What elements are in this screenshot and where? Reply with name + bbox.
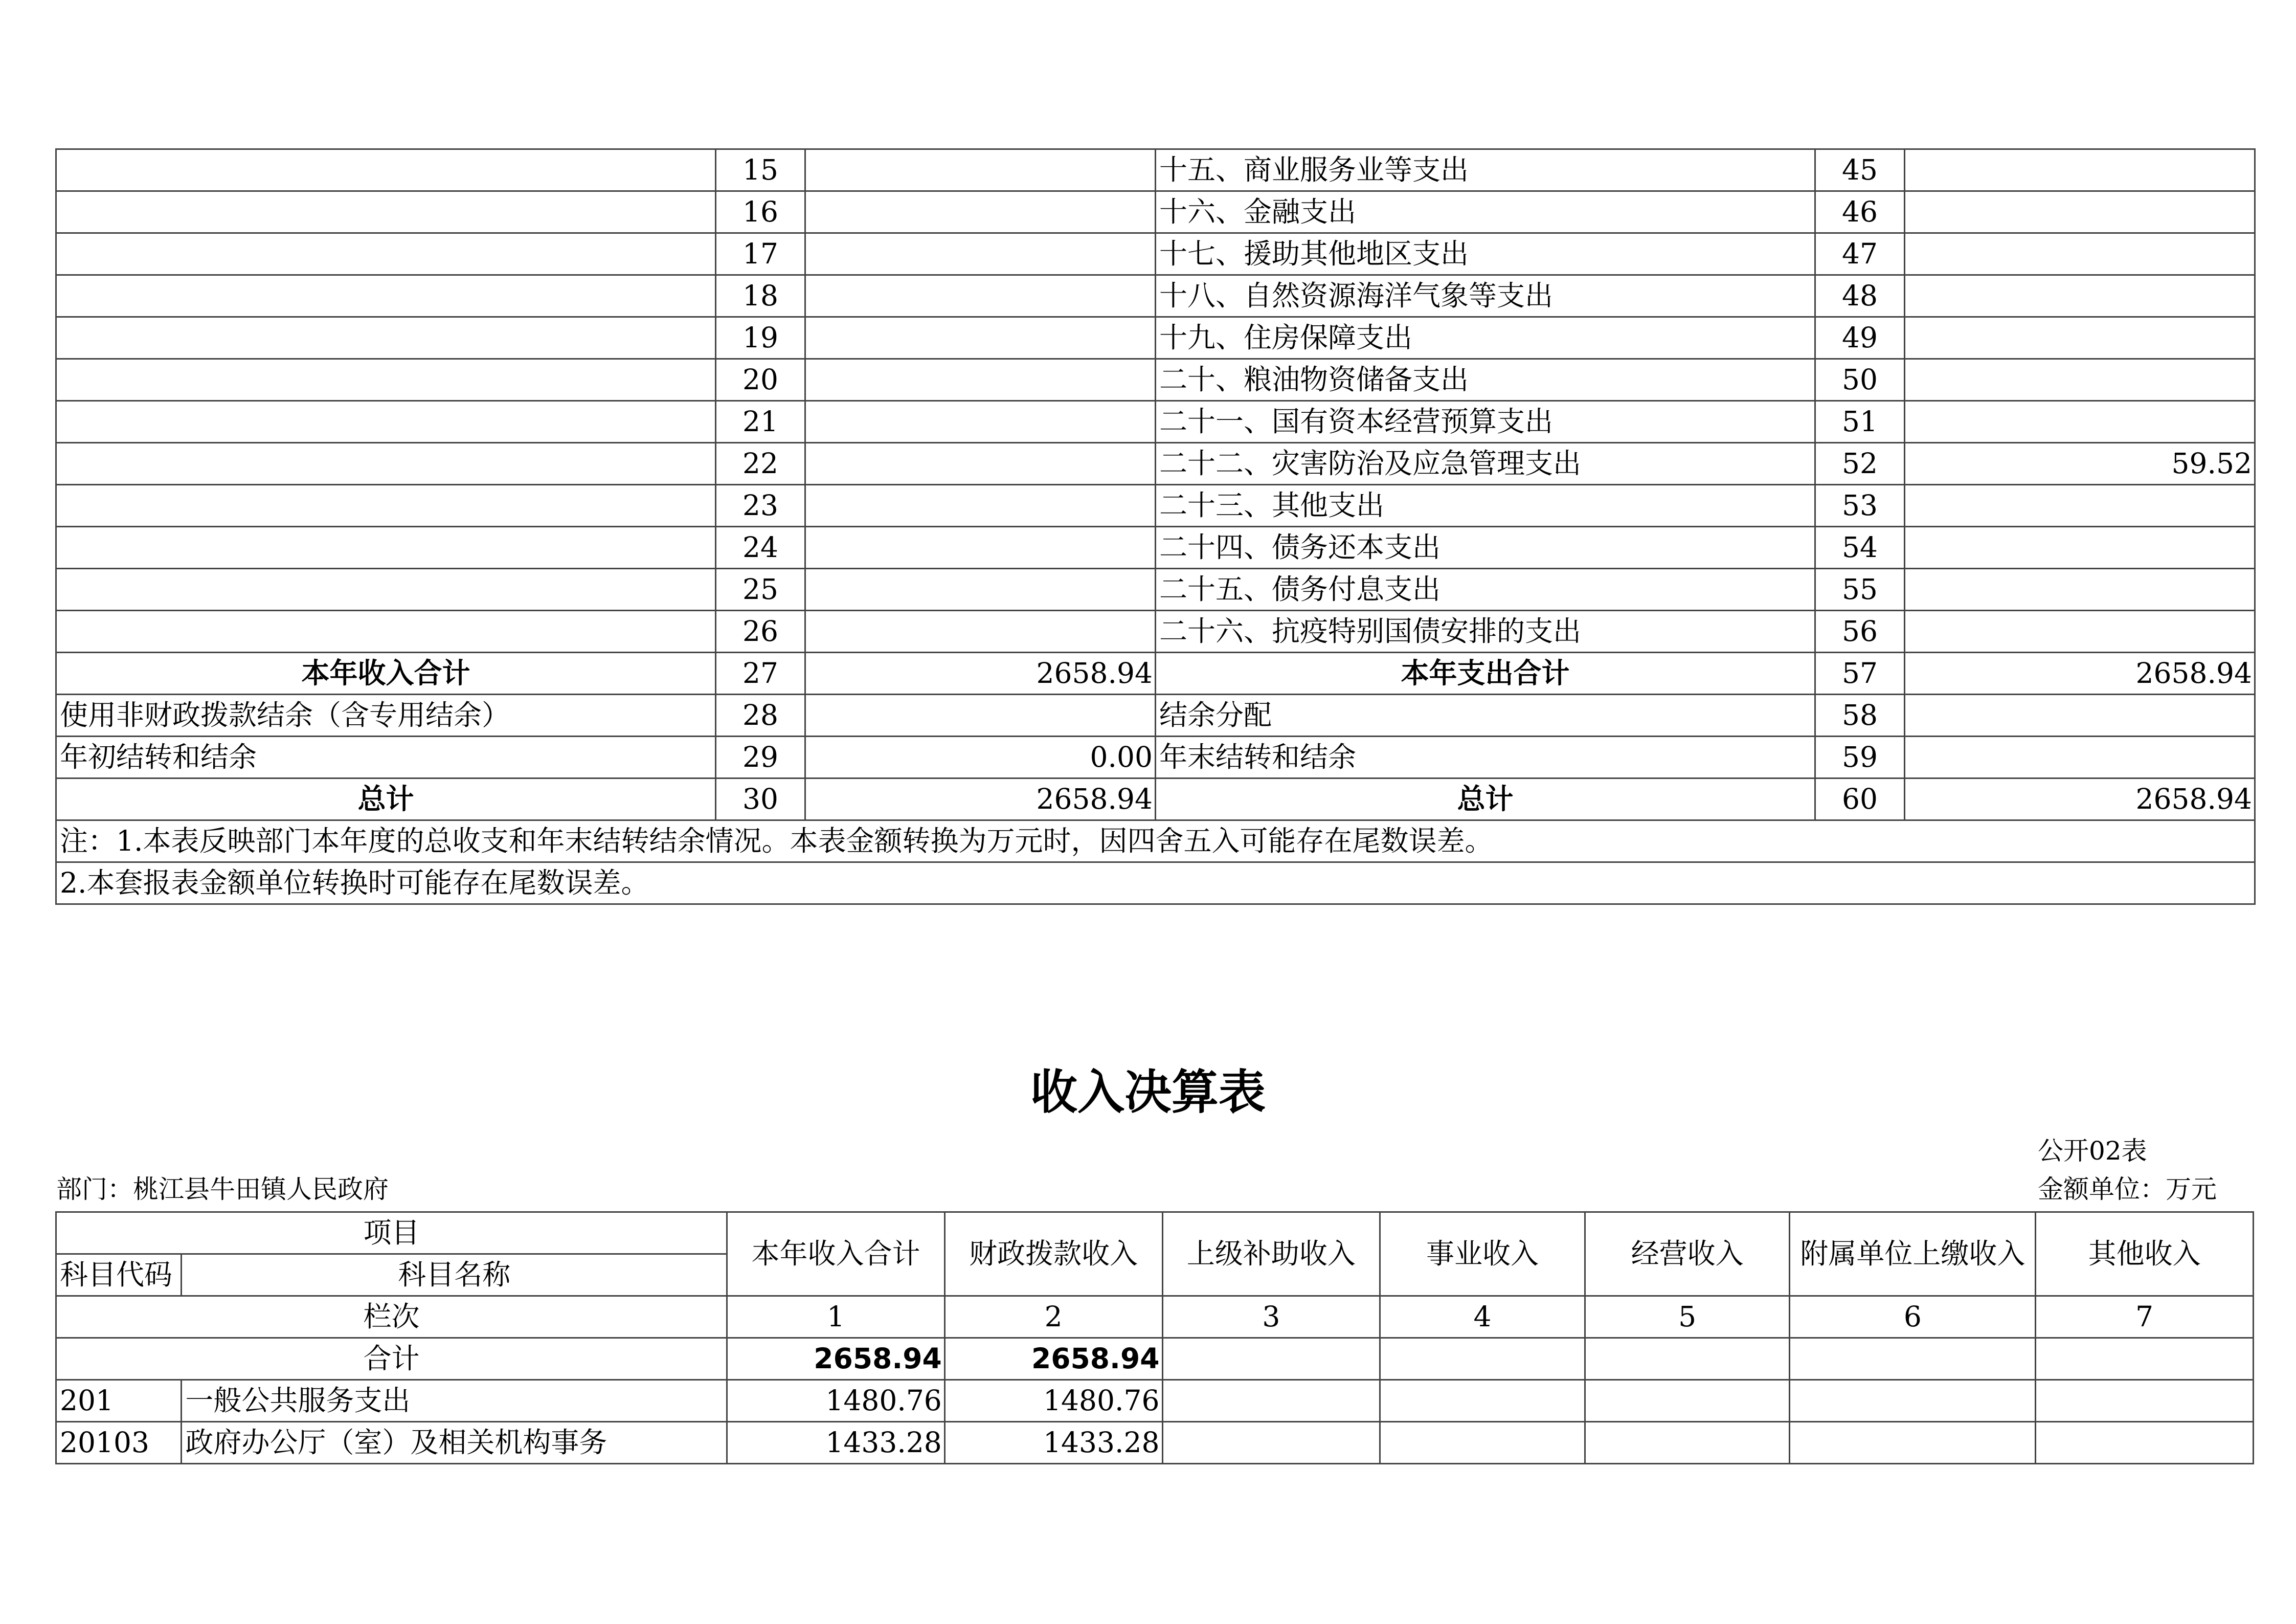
expense-amount xyxy=(1905,149,2255,191)
expense-item-label: 二十一、国有资本经营预算支出 xyxy=(1156,401,1815,443)
income-line-no: 28 xyxy=(716,695,805,737)
header-item: 项目 xyxy=(56,1212,727,1254)
expense-item-label: 二十五、债务付息支出 xyxy=(1156,569,1815,611)
income-amount xyxy=(805,191,1156,233)
income-value xyxy=(2036,1422,2254,1464)
expense-line-no: 60 xyxy=(1815,778,1905,820)
expense-item-label: 二十、粮油物资储备支出 xyxy=(1156,359,1815,401)
expense-amount xyxy=(1905,695,2255,737)
income-item-label xyxy=(56,317,716,359)
income-item-label xyxy=(56,191,716,233)
income-amount xyxy=(805,401,1156,443)
summary-row xyxy=(56,443,2255,485)
col-index-label: 栏次 xyxy=(56,1296,727,1338)
income-value xyxy=(1585,1380,1790,1422)
income-item-label xyxy=(56,443,716,485)
note-text: 注：1.本表反映部门本年度的总收支和年末结转结余情况。本表金额转换为万元时，因四舍五入可能存在尾数误差。 xyxy=(56,820,2255,862)
page-title: 收入决算表 xyxy=(1030,1065,1266,1120)
income-table xyxy=(55,1211,2254,1464)
total-label: 合计 xyxy=(56,1338,727,1380)
expense-line-no: 50 xyxy=(1815,359,1905,401)
summary-row xyxy=(56,149,2255,191)
income-item-label xyxy=(56,569,716,611)
summary-row xyxy=(56,737,2255,778)
expense-line-no: 48 xyxy=(1815,275,1905,317)
summary-table xyxy=(55,148,2256,905)
col-index: 3 xyxy=(1162,1296,1380,1338)
expense-line-no: 59 xyxy=(1815,737,1905,778)
summary-row xyxy=(56,191,2255,233)
income-line-no: 30 xyxy=(716,778,805,820)
summary-row xyxy=(56,569,2255,611)
summary-row xyxy=(56,275,2255,317)
income-item-label xyxy=(56,359,716,401)
income-value xyxy=(1162,1380,1380,1422)
header-col: 本年收入合计 xyxy=(727,1212,945,1296)
expense-item-label: 十五、商业服务业等支出 xyxy=(1156,149,1815,191)
expense-item-label: 十九、住房保障支出 xyxy=(1156,317,1815,359)
income-line-no: 16 xyxy=(716,191,805,233)
income-line-no: 26 xyxy=(716,611,805,653)
income-amount xyxy=(805,317,1156,359)
income-value xyxy=(1162,1422,1380,1464)
expense-line-no: 53 xyxy=(1815,485,1905,527)
income-item-label xyxy=(56,149,716,191)
income-item-label xyxy=(56,233,716,275)
summary-row xyxy=(56,653,2255,695)
income-row xyxy=(56,1380,2254,1422)
header-col: 财政拨款收入 xyxy=(944,1212,1162,1296)
note-row xyxy=(56,862,2255,904)
department-label: 部门：桃江县牛田镇人民政府 xyxy=(56,1174,389,1204)
income-value xyxy=(2036,1380,2254,1422)
note-text: 2.本套报表金额单位转换时可能存在尾数误差。 xyxy=(56,862,2255,904)
expense-line-no: 49 xyxy=(1815,317,1905,359)
income-value: 1480.76 xyxy=(727,1380,945,1422)
summary-row xyxy=(56,778,2255,820)
income-value xyxy=(1790,1422,2036,1464)
expense-item-label: 年末结转和结余 xyxy=(1156,737,1815,778)
header-name: 科目名称 xyxy=(182,1254,727,1296)
note-row xyxy=(56,820,2255,862)
col-index: 2 xyxy=(944,1296,1162,1338)
income-amount xyxy=(805,443,1156,485)
total-value xyxy=(1585,1338,1790,1380)
income-amount: 2658.94 xyxy=(805,653,1156,695)
header-col: 上级补助收入 xyxy=(1162,1212,1380,1296)
summary-row xyxy=(56,485,2255,527)
expense-amount xyxy=(1905,611,2255,653)
summary-row xyxy=(56,317,2255,359)
expense-item-label: 二十六、抗疫特别国债安排的支出 xyxy=(1156,611,1815,653)
expense-line-no: 45 xyxy=(1815,149,1905,191)
total-value: 2658.94 xyxy=(944,1338,1162,1380)
col-index: 5 xyxy=(1585,1296,1790,1338)
expense-amount xyxy=(1905,275,2255,317)
col-index: 1 xyxy=(727,1296,945,1338)
total-value xyxy=(1380,1338,1585,1380)
unit-label: 金额单位：万元 xyxy=(2038,1174,2217,1204)
income-item-label xyxy=(56,485,716,527)
income-amount: 0.00 xyxy=(805,737,1156,778)
header-col: 事业收入 xyxy=(1380,1212,1585,1296)
income-value: 1480.76 xyxy=(944,1380,1162,1422)
expense-amount xyxy=(1905,191,2255,233)
summary-row xyxy=(56,233,2255,275)
summary-row xyxy=(56,695,2255,737)
header-col: 附属单位上缴收入 xyxy=(1790,1212,2036,1296)
expense-amount xyxy=(1905,527,2255,569)
summary-row xyxy=(56,359,2255,401)
form-number: 公开02表 xyxy=(2038,1136,2147,1166)
income-amount: 2658.94 xyxy=(805,778,1156,820)
expense-item-label: 十八、自然资源海洋气象等支出 xyxy=(1156,275,1815,317)
income-line-no: 27 xyxy=(716,653,805,695)
summary-row xyxy=(56,611,2255,653)
expense-item-label: 十六、金融支出 xyxy=(1156,191,1815,233)
subject-code: 201 xyxy=(56,1380,182,1422)
header-code: 科目代码 xyxy=(56,1254,182,1296)
subject-name: 一般公共服务支出 xyxy=(182,1380,727,1422)
income-item-label: 总计 xyxy=(56,778,716,820)
expense-item-label: 十七、援助其他地区支出 xyxy=(1156,233,1815,275)
income-item-label: 本年收入合计 xyxy=(56,653,716,695)
income-line-no: 20 xyxy=(716,359,805,401)
income-amount xyxy=(805,275,1156,317)
header-row xyxy=(56,1212,2254,1254)
income-item-label xyxy=(56,275,716,317)
income-value: 1433.28 xyxy=(944,1422,1162,1464)
total-value xyxy=(1162,1338,1380,1380)
header-col: 其他收入 xyxy=(2036,1212,2254,1296)
summary-row xyxy=(56,527,2255,569)
subject-name: 政府办公厅（室）及相关机构事务 xyxy=(182,1422,727,1464)
income-line-no: 17 xyxy=(716,233,805,275)
total-row xyxy=(56,1338,2254,1380)
total-value xyxy=(2036,1338,2254,1380)
income-item-label: 年初结转和结余 xyxy=(56,737,716,778)
summary-row xyxy=(56,401,2255,443)
income-line-no: 24 xyxy=(716,527,805,569)
income-value: 1433.28 xyxy=(727,1422,945,1464)
income-row xyxy=(56,1422,2254,1464)
expense-amount xyxy=(1905,569,2255,611)
expense-line-no: 52 xyxy=(1815,443,1905,485)
expense-line-no: 47 xyxy=(1815,233,1905,275)
expense-line-no: 58 xyxy=(1815,695,1905,737)
income-item-label: 使用非财政拨款结余（含专用结余） xyxy=(56,695,716,737)
expense-amount: 2658.94 xyxy=(1905,778,2255,820)
income-line-no: 23 xyxy=(716,485,805,527)
expense-line-no: 55 xyxy=(1815,569,1905,611)
expense-amount xyxy=(1905,485,2255,527)
total-value: 2658.94 xyxy=(727,1338,945,1380)
expense-amount xyxy=(1905,233,2255,275)
expense-item-label: 二十三、其他支出 xyxy=(1156,485,1815,527)
income-amount xyxy=(805,611,1156,653)
income-amount xyxy=(805,359,1156,401)
income-value xyxy=(1790,1380,2036,1422)
income-line-no: 21 xyxy=(716,401,805,443)
income-amount xyxy=(805,695,1156,737)
income-line-no: 25 xyxy=(716,569,805,611)
income-line-no: 19 xyxy=(716,317,805,359)
income-value xyxy=(1380,1422,1585,1464)
expense-item-label: 二十二、灾害防治及应急管理支出 xyxy=(1156,443,1815,485)
expense-line-no: 51 xyxy=(1815,401,1905,443)
income-amount xyxy=(805,485,1156,527)
income-item-label xyxy=(56,611,716,653)
total-value xyxy=(1790,1338,2036,1380)
expense-line-no: 46 xyxy=(1815,191,1905,233)
subject-code: 20103 xyxy=(56,1422,182,1464)
income-amount xyxy=(805,569,1156,611)
expense-line-no: 57 xyxy=(1815,653,1905,695)
income-item-label xyxy=(56,527,716,569)
col-index: 7 xyxy=(2036,1296,2254,1338)
expense-amount xyxy=(1905,401,2255,443)
income-amount xyxy=(805,527,1156,569)
header-col: 经营收入 xyxy=(1585,1212,1790,1296)
income-amount xyxy=(805,149,1156,191)
expense-item-label: 总计 xyxy=(1156,778,1815,820)
income-line-no: 22 xyxy=(716,443,805,485)
expense-amount xyxy=(1905,317,2255,359)
expense-amount xyxy=(1905,737,2255,778)
income-line-no: 29 xyxy=(716,737,805,778)
expense-line-no: 56 xyxy=(1815,611,1905,653)
expense-amount xyxy=(1905,359,2255,401)
income-value xyxy=(1585,1422,1790,1464)
income-line-no: 15 xyxy=(716,149,805,191)
expense-item-label: 结余分配 xyxy=(1156,695,1815,737)
col-index-row xyxy=(56,1296,2254,1338)
expense-item-label: 二十四、债务还本支出 xyxy=(1156,527,1815,569)
income-amount xyxy=(805,233,1156,275)
expense-amount: 2658.94 xyxy=(1905,653,2255,695)
col-index: 4 xyxy=(1380,1296,1585,1338)
col-index: 6 xyxy=(1790,1296,2036,1338)
income-item-label xyxy=(56,401,716,443)
expense-item-label: 本年支出合计 xyxy=(1156,653,1815,695)
expense-line-no: 54 xyxy=(1815,527,1905,569)
income-line-no: 18 xyxy=(716,275,805,317)
expense-amount: 59.52 xyxy=(1905,443,2255,485)
income-value xyxy=(1380,1380,1585,1422)
